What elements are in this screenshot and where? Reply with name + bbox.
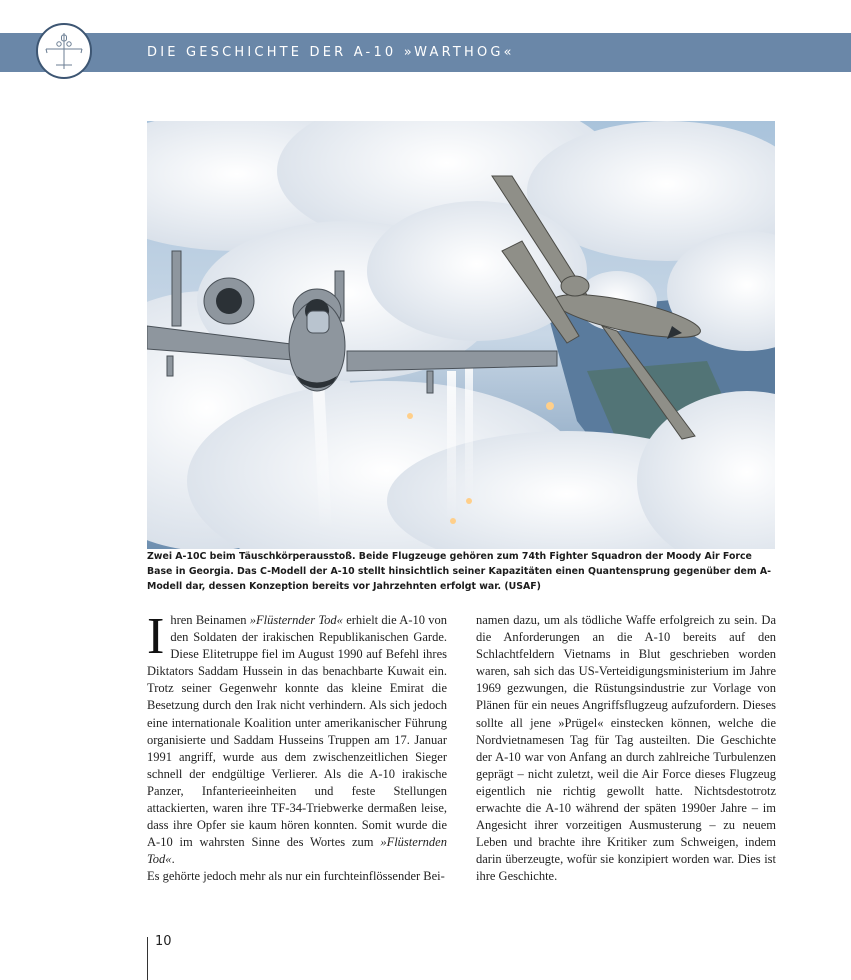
body-text: Es gehörte jedoch mehr als nur ein furchteinflössender Bei: [147, 869, 441, 884]
a10-aircraft-photo: [147, 121, 775, 549]
body-paragraph: [147, 608, 448, 868]
drop-cap: I: [147, 608, 165, 665]
body-column-right: [476, 612, 776, 886]
body-text: .: [171, 852, 175, 867]
chapter-header-bar: [0, 33, 851, 72]
body-text: erhielt die A-10 von den Soldaten der irakischen Republikanischen Garde. Diese Elitetruppe fiel im August 1990 auf Befehl ihres Diktators Saddam Hussein in das benachbarte Kuwait ein. Trotz seiner Gegenwehr konnte das kleine Emirat die Besetzung durch den Irak nicht verhindern. Als sich jedoch eine internationale Koalition unter amerikanischer Führung organisierte und Saddam Husseins Truppen am 17. Januar 1991 angriff, wurde aus dem zwischenzeitlichen Sieger schnell der endgültige Verlierer. Als die A-10 irakische Panzer, Infanterieeinheiten und feste Stellungen attackierten, waren ihre TF-34-Triebwerke dermaßen leise, dass ihre Opfer sie kaum hören konnten. Somit wurde die A-10 im wahrsten Sinne des Wortes zum: [147, 613, 448, 850]
body-paragraph: Es gehörte jedoch mehr als nur ein furchteinflössender Bei-: [147, 869, 445, 884]
body-text: namen dazu, um als tödliche Waffe erfolgreich zu sein. Da die Anforderungen an die A-10 bereits auf den Schlachtfeldern Vietnams in Blut geschrieben worden waren, sah sich das US-Verteidigungsministerium im Jahre 1969 gezwungen, die Rüstungsindustrie zur Vorlage von Plänen für ein neues Angriffsflugzeug aufzufordern. Dieses sollte all jene »Prügel« einstecken können, welche die Nordvietnamesen Tag für Tag austeilten. Die Geschichte der A-10 war von Anfang an durch zahlreiche Turbulenzen geprägt – nicht zuletzt, weil die Air Force dieses Flugzeug eigentlich nie richtig gewollt hatte. Nichtsdestotrotz erwachte die A-10 während der späten 1990er Jahre – im Angesicht ihrer vorzeitigen Ausmusterung – zu neuem Leben und brachte ihre Kritiker zum Schweigen, indem darin überzeugte, wofür sie konzipiert worden war. Dies ist ihre Geschichte.: [476, 613, 776, 884]
body-text-emphasis: »Flüsternden Tod«: [147, 835, 447, 867]
chapter-title: DIE GESCHICHTE DER A-10 »WARTHOG«: [147, 45, 515, 60]
photo-caption: Zwei A-10C beim Täuschkörperausstoß. Beide Flugzeuge gehören zum 74th Fighter Squadron der Moody Air Force Base in Georgia. Das C-Modell der A-10 stellt hinsichtlich seiner Kapazitäten einen Quantensprung gegenüber dem A-Modell dar, dessen Konzeption bereits vor Jahrzehnten erfolgt war. (USAF): [147, 551, 772, 593]
body-paragraph: [476, 612, 776, 886]
page-number: 10: [155, 934, 172, 949]
body-text: hren Beinamen: [170, 613, 250, 627]
a10-aircraft-emblem-icon: [36, 23, 92, 79]
page-number-rule: [147, 937, 148, 980]
body-text-emphasis: »Flüsternder Tod«: [249, 613, 343, 627]
body-column-left: [147, 608, 448, 886]
